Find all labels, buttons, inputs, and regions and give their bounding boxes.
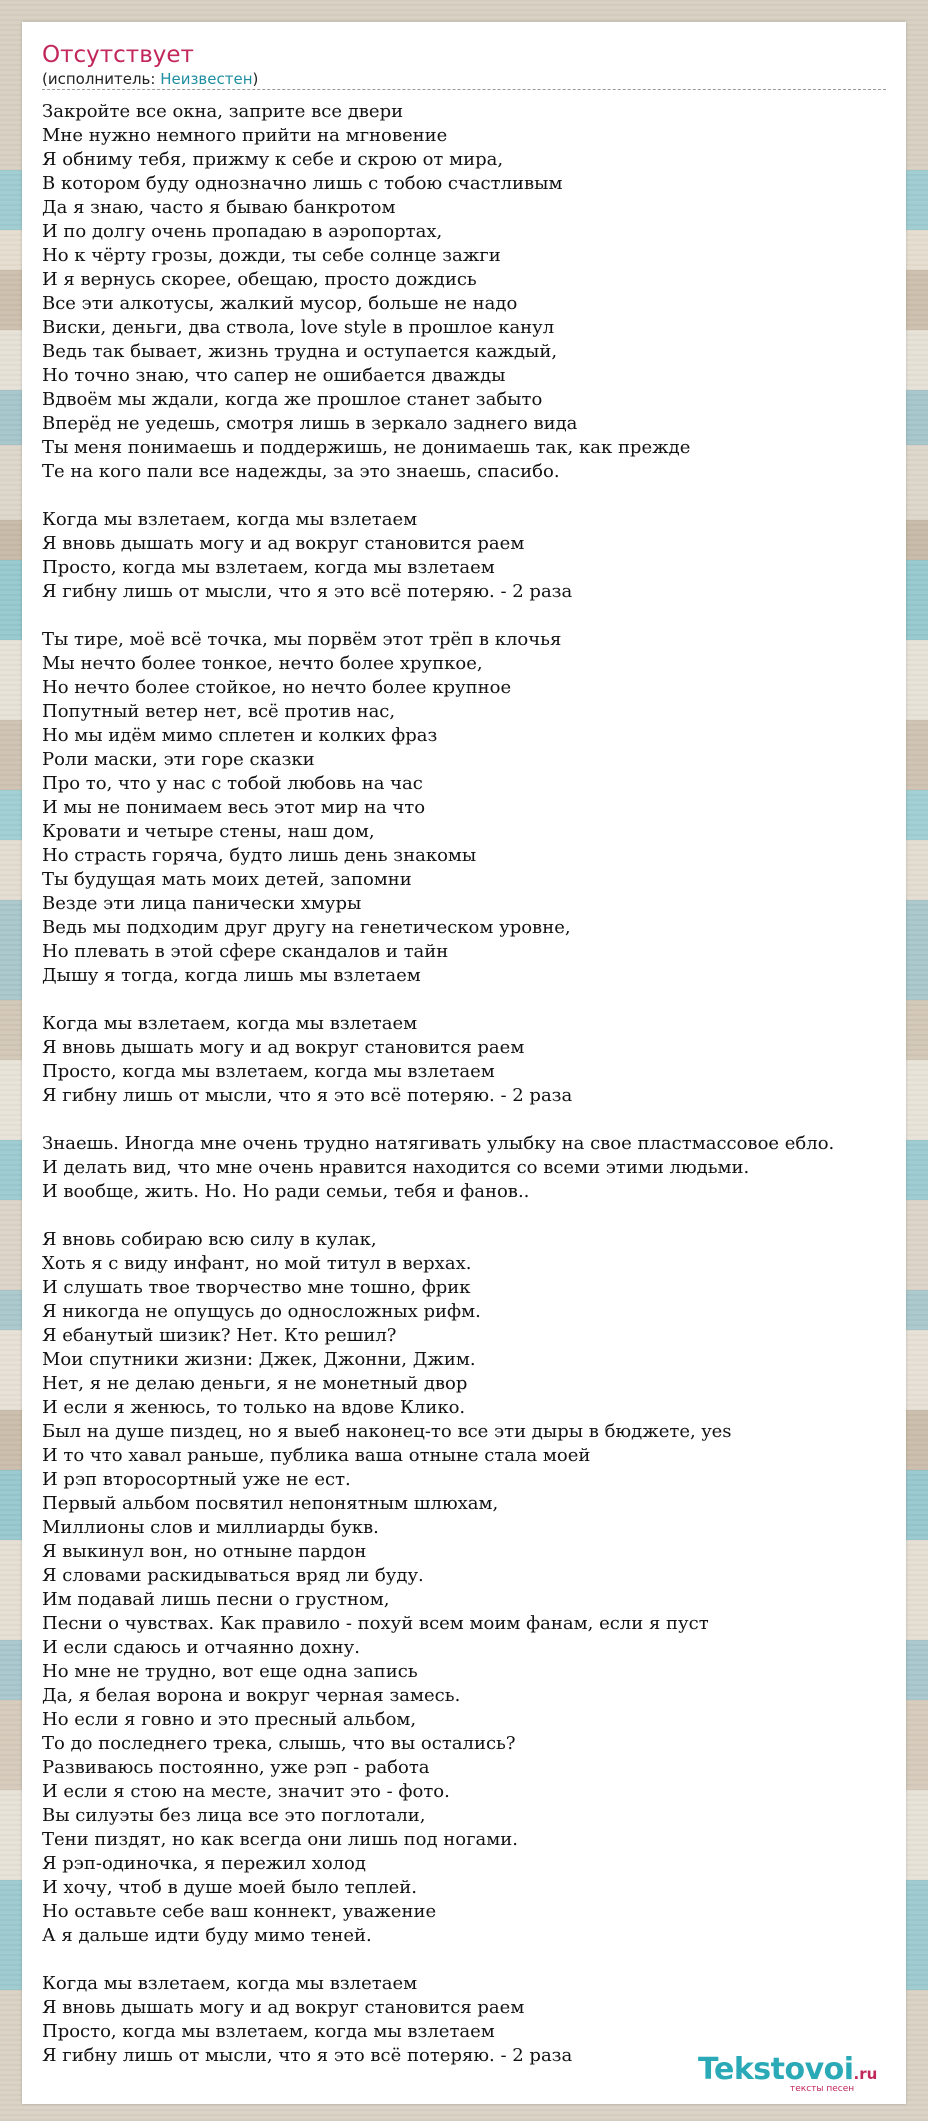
- lyric-line: Когда мы взлетаем, когда мы взлетаем: [42, 509, 418, 530]
- lyric-line: Те на кого пали все надежды, за это знаешь, спасибо.: [42, 461, 560, 482]
- lyric-line: Ты тире, моё всё точка, мы порвём этот трёп в клочья: [42, 629, 562, 650]
- lyric-line: Я гибну лишь от мысли, что я это всё потеряю. - 2 раза: [42, 1085, 573, 1106]
- lyric-line: Я ебанутый шизик? Нет. Кто решил?: [42, 1325, 397, 1346]
- lyric-line: Тени пиздят, но как всегда они лишь под ногами.: [42, 1829, 518, 1850]
- lyric-line: Роли маски, эти горе сказки: [42, 749, 315, 770]
- lyric-line: Закройте все окна, заприте все двери: [42, 101, 404, 122]
- lyric-line: Но плевать в этой сфере скандалов и тайн: [42, 941, 449, 962]
- lyric-line: Виски, деньги, два ствола, love style в прошлое канул: [42, 317, 555, 338]
- lyric-line: И если сдаюсь и отчаянно дохну.: [42, 1637, 360, 1658]
- lyric-line: Про то, что у нас с тобой любовь на час: [42, 773, 423, 794]
- stanza-break: [42, 988, 902, 1012]
- lyric-line: Мои спутники жизни: Джек, Джонни, Джим.: [42, 1349, 476, 1370]
- performer-label: (исполнитель:: [42, 70, 161, 88]
- lyric-line: Мы нечто более тонкое, нечто более хрупкое,: [42, 653, 483, 674]
- lyric-line: Да, я белая ворона и вокруг черная замесь.: [42, 1685, 461, 1706]
- lyric-line: И если я женюсь, то только на вдове Клико.: [42, 1397, 466, 1418]
- lyric-line: Все эти алкотусы, жалкий мусор, больше не надо: [42, 293, 518, 314]
- lyric-line: Но мне не трудно, вот еще одна запись: [42, 1661, 418, 1682]
- lyric-line: Вперёд не уедешь, смотря лишь в зеркало заднего вида: [42, 413, 578, 434]
- lyric-line: И слушать твое творчество мне тошно, фрик: [42, 1277, 471, 1298]
- lyric-line: Песни о чувствах. Как правило - похуй всем моим фанам, если я пуст: [42, 1613, 709, 1634]
- stanza-break: [42, 1108, 902, 1132]
- lyric-line: Мне нужно немного прийти на мгновение: [42, 125, 448, 146]
- lyric-line: И рэп второсортный уже не ест.: [42, 1469, 351, 1490]
- lyric-line: Вдвоём мы ждали, когда же прошлое станет забыто: [42, 389, 543, 410]
- stanza-break: [42, 484, 902, 508]
- lyric-line: Был на душе пиздец, но я выеб наконец-то все эти дыры в бюджете, yes: [42, 1421, 732, 1442]
- lyric-line: Но нечто более стойкое, но нечто более крупное: [42, 677, 512, 698]
- stanza-break: [42, 1204, 902, 1228]
- lyric-line: Знаешь. Иногда мне очень трудно натягивать улыбку на свое пластмассовое ебло.: [42, 1133, 835, 1154]
- lyric-line: Просто, когда мы взлетаем, когда мы взлетаем: [42, 2021, 495, 2042]
- lyric-line: Нет, я не делаю деньги, я не монетный двор: [42, 1373, 468, 1394]
- lyric-line: Я вновь собираю всю силу в кулак,: [42, 1229, 377, 1250]
- stanza-break: [42, 1948, 902, 1972]
- lyric-line: Но страсть горяча, будто лишь день знакомы: [42, 845, 477, 866]
- lyric-line: И хочу, чтоб в душе моей было теплей.: [42, 1877, 418, 1898]
- lyric-line: Но оставьте себе ваш коннект, уважение: [42, 1901, 437, 1922]
- lyric-line: Развиваюсь постоянно, уже рэп - работа: [42, 1757, 430, 1778]
- lyric-line: Когда мы взлетаем, когда мы взлетаем: [42, 1013, 418, 1034]
- lyric-line: Я гибну лишь от мысли, что я это всё потеряю. - 2 раза: [42, 581, 573, 602]
- lyric-line: Я выкинул вон, но отныне пардон: [42, 1541, 367, 1562]
- lyric-line: Ведь так бывает, жизнь трудна и оступается каждый,: [42, 341, 558, 362]
- lyric-line: Но к чёрту грозы, дожди, ты себе солнце зажги: [42, 245, 501, 266]
- lyric-line: И то что хавал раньше, публика ваша отныне стала моей: [42, 1445, 591, 1466]
- lyric-line: И если я стою на месте, значит это - фото.: [42, 1781, 450, 1802]
- lyric-line: Дышу я тогда, когда лишь мы взлетаем: [42, 965, 421, 986]
- lyric-line: Я гибну лишь от мысли, что я это всё потеряю. - 2 раза: [42, 2045, 573, 2066]
- lyric-line: Хоть я с виду инфант, но мой титул в верхах.: [42, 1253, 472, 1274]
- lyric-line: Но мы идём мимо сплетен и колких фраз: [42, 725, 438, 746]
- lyric-line: Я никогда не опущусь до односложных рифм.: [42, 1301, 481, 1322]
- lyric-line: Я вновь дышать могу и ад вокруг становится раем: [42, 533, 525, 554]
- lyric-line: Просто, когда мы взлетаем, когда мы взлетаем: [42, 1061, 495, 1082]
- lyric-line: И вообще, жить. Но. Но ради семьи, тебя и фанов..: [42, 1181, 530, 1202]
- lyric-line: Я обниму тебя, прижму к себе и скрою от мира,: [42, 149, 504, 170]
- song-title: Отсутствует: [42, 42, 194, 68]
- lyric-line: Ты будущая мать моих детей, запомни: [42, 869, 412, 890]
- lyric-line: Я вновь дышать могу и ад вокруг становится раем: [42, 1997, 525, 2018]
- lyric-line: Но если я говно и это пресный альбом,: [42, 1709, 417, 1730]
- lyric-line: И мы не понимаем весь этот мир на что: [42, 797, 426, 818]
- logo-tld: .ru: [853, 2065, 878, 2083]
- lyrics-card: [22, 22, 906, 2104]
- lyric-line: Я рэп-одиночка, я пережил холод: [42, 1853, 366, 1874]
- lyric-line: Везде эти лица панически хмуры: [42, 893, 362, 914]
- lyrics-text: [42, 100, 902, 2068]
- lyric-line: Кровати и четыре стены, наш дом,: [42, 821, 375, 842]
- lyric-line: И делать вид, что мне очень нравится находится со всеми этими людьми.: [42, 1157, 750, 1178]
- stanza-break: [42, 604, 902, 628]
- lyric-line: Вы силуэты без лица все это поглотали,: [42, 1805, 426, 1826]
- lyric-line: В котором буду однозначно лишь с тобою счастливым: [42, 173, 563, 194]
- lyric-line: Ты меня понимаешь и поддержишь, не донимаешь так, как прежде: [42, 437, 691, 458]
- lyric-line: Когда мы взлетаем, когда мы взлетаем: [42, 1973, 418, 1994]
- lyric-line: Им подавай лишь песни о грустном,: [42, 1589, 390, 1610]
- lyric-line: Просто, когда мы взлетаем, когда мы взлетаем: [42, 557, 495, 578]
- artist-link[interactable]: Неизвестен: [160, 70, 253, 88]
- lyric-line: Миллионы слов и миллиарды букв.: [42, 1517, 379, 1538]
- lyric-line: То до последнего трека, слышь, что вы остались?: [42, 1733, 516, 1754]
- logo-name: Tekstovoi: [698, 2052, 854, 2087]
- lyric-line: Да я знаю, часто я бываю банкротом: [42, 197, 396, 218]
- logo-tagline: тексты песен: [790, 2084, 855, 2094]
- lyric-line: Ведь мы подходим друг другу на генетическом уровне,: [42, 917, 571, 938]
- performer-line: [42, 69, 258, 89]
- site-logo[interactable]: [698, 2052, 898, 2092]
- lyric-line: Первый альбом посвятил непонятным шлюхам,: [42, 1493, 499, 1514]
- lyric-line: И по долгу очень пропадаю в аэропортах,: [42, 221, 443, 242]
- lyric-line: А я дальше идти буду мимо теней.: [42, 1925, 372, 1946]
- lyric-line: И я вернусь скорее, обещаю, просто дождись: [42, 269, 477, 290]
- lyric-line: Но точно знаю, что сапер не ошибается дважды: [42, 365, 506, 386]
- performer-label-close: ): [252, 70, 259, 88]
- lyric-line: Я словами раскидываться вряд ли буду.: [42, 1565, 424, 1586]
- lyric-line: Попутный ветер нет, всё против нас,: [42, 701, 396, 722]
- title-divider: [42, 89, 886, 90]
- lyric-line: Я вновь дышать могу и ад вокруг становится раем: [42, 1037, 525, 1058]
